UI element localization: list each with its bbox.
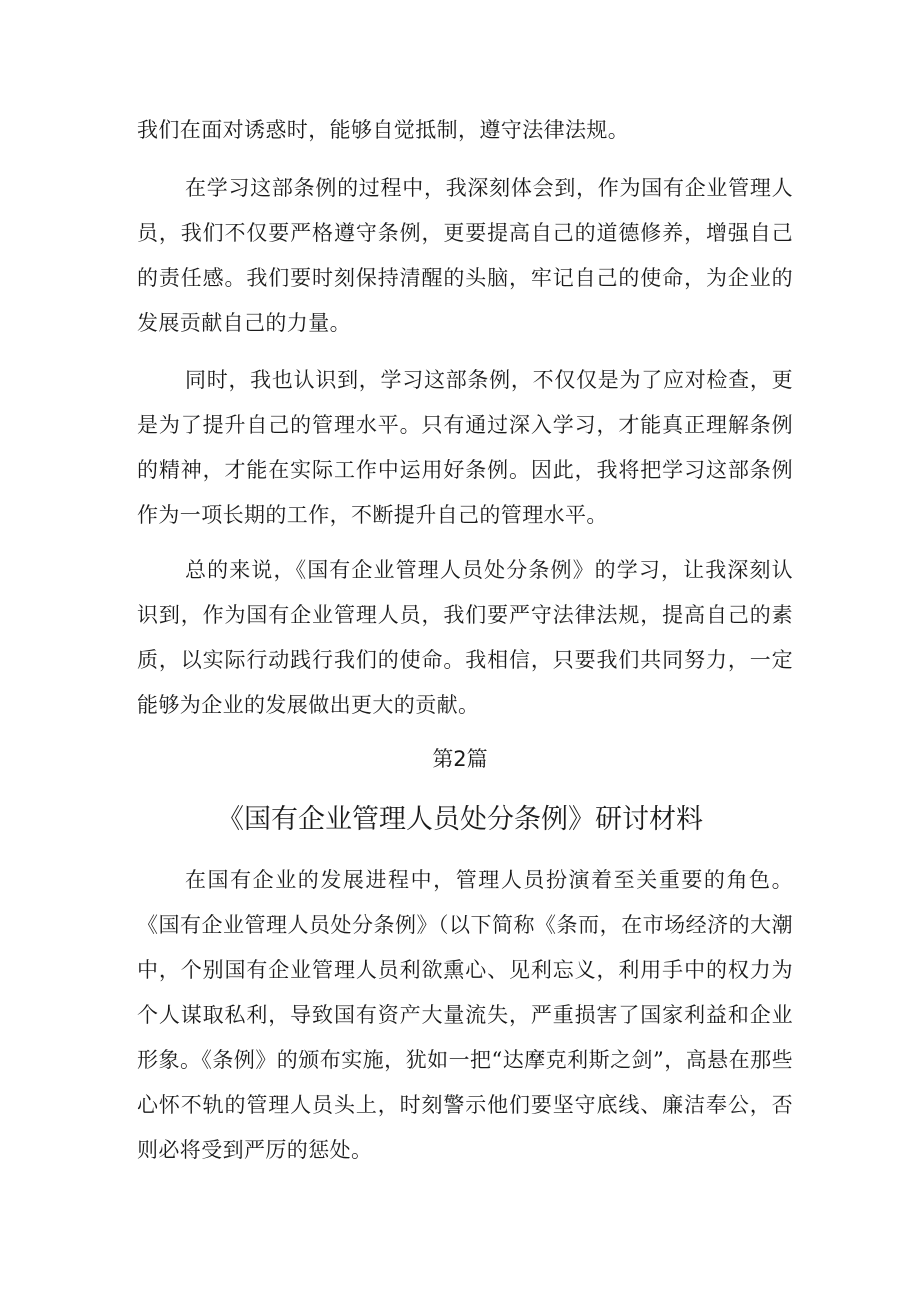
document-title: 《国有企业管理人员处分条例》研讨材料 [217,804,703,835]
paragraph-management-level: 同时，我也认识到，学习这部条例，不仅仅是为了应对检查，更是为了提升自己的管理水平。只有通过深入学习，才能真正理解条例的精神，才能在实际工作中运用好条例。因此，我将把学习这部条例作为一项长期的工作，不断提升自己的管理水平。 [137,368,793,527]
section-label: 第2篇 [432,747,488,771]
paragraph-introduction: 在国有企业的发展进程中，管理人员扮演着至关重要的角色。《国有企业管理人员处分条例》（以下简称《条而，在市场经济的大潮中，个别国有企业管理人员利欲熏心、见利忘义，利用手中的权力为个人谋取私利，导致国有资产大量流失，严重损害了国家利益和企业形象。《条例》的颁布实施，犹如一把“达摩克利斯之剑”，高悬在那些心怀不轨的管理人员头上，时刻警示他们要坚守底线、廉洁奉公，否则必将受到严厉的惩处。 [137,868,793,1162]
paragraph-conclusion: 总的来说，《国有企业管理人员处分条例》的学习，让我深刻认识到，作为国有企业管理人员，我们要严守法律法规，提高自己的素质，以实际行动践行我们的使命。我相信，只要我们共同努力，一定能够为企业的发展做出更大的贡献。 [137,558,793,717]
paragraph-continuation: 我们在面对诱惑时，能够自觉抵制，遵守法律法规。 [137,118,630,142]
paragraph-study-insight: 在学习这部条例的过程中，我深刻体会到，作为国有企业管理人员，我们不仅要严格遵守条例，更要提高自己的道德修养，增强自己的责任感。我们要时刻保持清醒的头脑，牢记自己的使命，为企业的发展贡献自己的力量。 [137,176,793,335]
